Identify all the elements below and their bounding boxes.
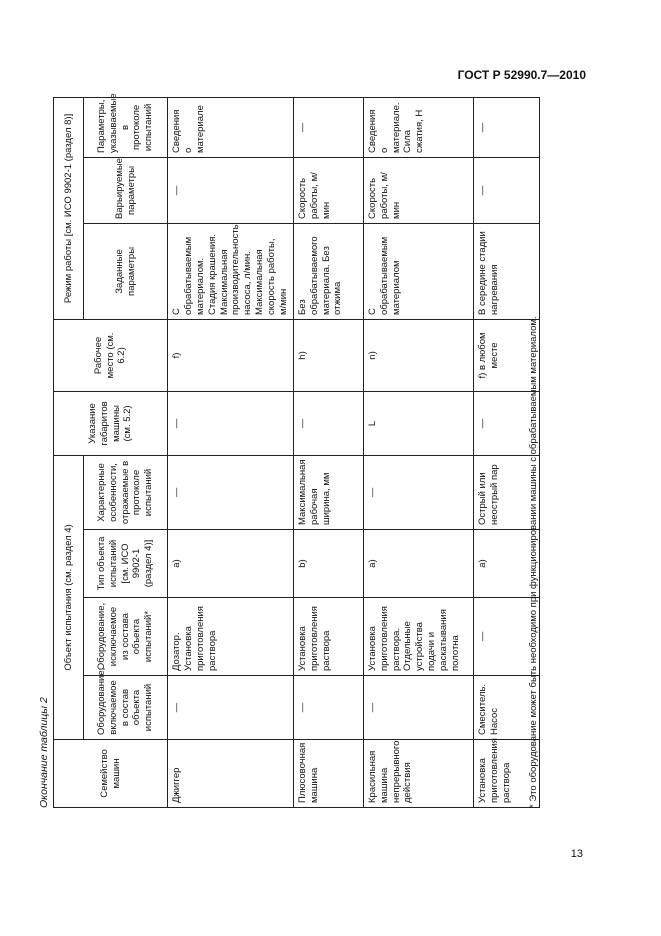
cell-included-equipment: —: [293, 676, 363, 740]
cell-set-parameters: С обрабатываемым материалом. Стадия крашения. Максимальная производительность насоса, л/мин. Максимальная скорость работы, м/мин: [168, 223, 294, 319]
group-header-mode: Режим работы [см. ИСО 9902-1 (раздел 8)]: [54, 97, 84, 319]
cell-dimensions: —: [293, 391, 363, 455]
cell-dimensions: —: [168, 391, 294, 455]
cell-included-equipment: —: [168, 676, 294, 740]
cell-object-type: a): [363, 530, 473, 598]
document-id: ГОСТ Р 52990.7—2010: [457, 68, 586, 82]
cell-excluded-equipment: Установка приготовления раствора. Отдельные устройства подачи и раскатывания полотна: [363, 598, 473, 676]
header-object-type: Тип объекта испытаний [см. ИСО 9902-1 (раздел 4)]: [84, 530, 168, 598]
header-set-parameters: Заданные параметры: [84, 223, 168, 319]
cell-characteristics: —: [363, 455, 473, 529]
cell-varied-parameters: —: [168, 157, 294, 223]
equipment-test-table: [53, 93, 540, 808]
cell-dimensions: —: [473, 391, 539, 455]
cell-object-type: b): [293, 530, 363, 598]
cell-included-equipment: —: [363, 676, 473, 740]
cell-workplace: h): [293, 319, 363, 391]
cell-machine-family: Установка приготовления раствора: [473, 740, 539, 808]
table-row: [363, 97, 473, 807]
cell-machine-family: Плюсовочная машина: [293, 740, 363, 808]
cell-workplace: f) в любом месте: [473, 319, 539, 391]
header-machine-family: Семейство машин: [54, 740, 168, 808]
header-workplace: Рабочее место (см. 6.2): [54, 319, 168, 391]
table-row: [168, 97, 294, 807]
cell-varied-parameters: Скорость работы, м/мин: [293, 157, 363, 223]
cell-machine-family: Красильная машина непрерывного действия: [363, 740, 473, 808]
header-characteristics: Характерные особенности, отражаемые в протоколе испытаний: [84, 455, 168, 529]
cell-workplace: n): [363, 319, 473, 391]
table-footnote: * Это оборудование может быть необходимо при функционировании машины с обрабатываемым материалом.: [528, 316, 539, 808]
cell-report-parameters: —: [473, 97, 539, 157]
header-report-parameters: Параметры, указываемые в протоколе испытаний: [84, 97, 168, 157]
cell-varied-parameters: Скорость работы, м/мин: [363, 157, 473, 223]
header-excluded-equipment: Оборудование, исключаемое из состава объекта испытаний*: [84, 598, 168, 676]
table-caption: Окончание таблицы 2: [38, 697, 50, 808]
cell-characteristics: Максимальная рабочая ширина, мм: [293, 455, 363, 529]
page-number: 13: [570, 848, 583, 860]
cell-report-parameters: Сведения о материале: [168, 97, 294, 157]
header-varied-parameters: Варьируемые параметры: [84, 157, 168, 223]
header-included-equipment: Оборудование, включаемое в состав объекта испытаний: [84, 676, 168, 740]
cell-dimensions: L: [363, 391, 473, 455]
cell-included-equipment: Смеситель. Насос: [473, 676, 539, 740]
cell-set-parameters: С обрабатываемым материалом: [363, 223, 473, 319]
cell-excluded-equipment: Дозатор. Установка приготовления раствора: [168, 598, 294, 676]
cell-object-type: a): [168, 530, 294, 598]
cell-varied-parameters: —: [473, 157, 539, 223]
rotated-table-page: [38, 93, 558, 808]
cell-set-parameters: В середине стадии нагревания: [473, 223, 539, 319]
cell-object-type: a): [473, 530, 539, 598]
cell-excluded-equipment: Установка приготовления раствора: [293, 598, 363, 676]
cell-report-parameters: Сведения о материале. Сила сжатия, Н: [363, 97, 473, 157]
group-header-object: Объект испытания (см. раздел 4): [54, 455, 84, 739]
cell-characteristics: Острый или неострый пар: [473, 455, 539, 529]
cell-characteristics: —: [168, 455, 294, 529]
cell-workplace: f): [168, 319, 294, 391]
table-row: [293, 97, 363, 807]
cell-set-parameters: Без обрабатываемого материала. Без отжима: [293, 223, 363, 319]
cell-machine-family: Джиггер: [168, 740, 294, 808]
cell-excluded-equipment: —: [473, 598, 539, 676]
cell-report-parameters: —: [293, 97, 363, 157]
header-dimensions: Указание габаритов машины (см. 5.2): [54, 391, 168, 455]
